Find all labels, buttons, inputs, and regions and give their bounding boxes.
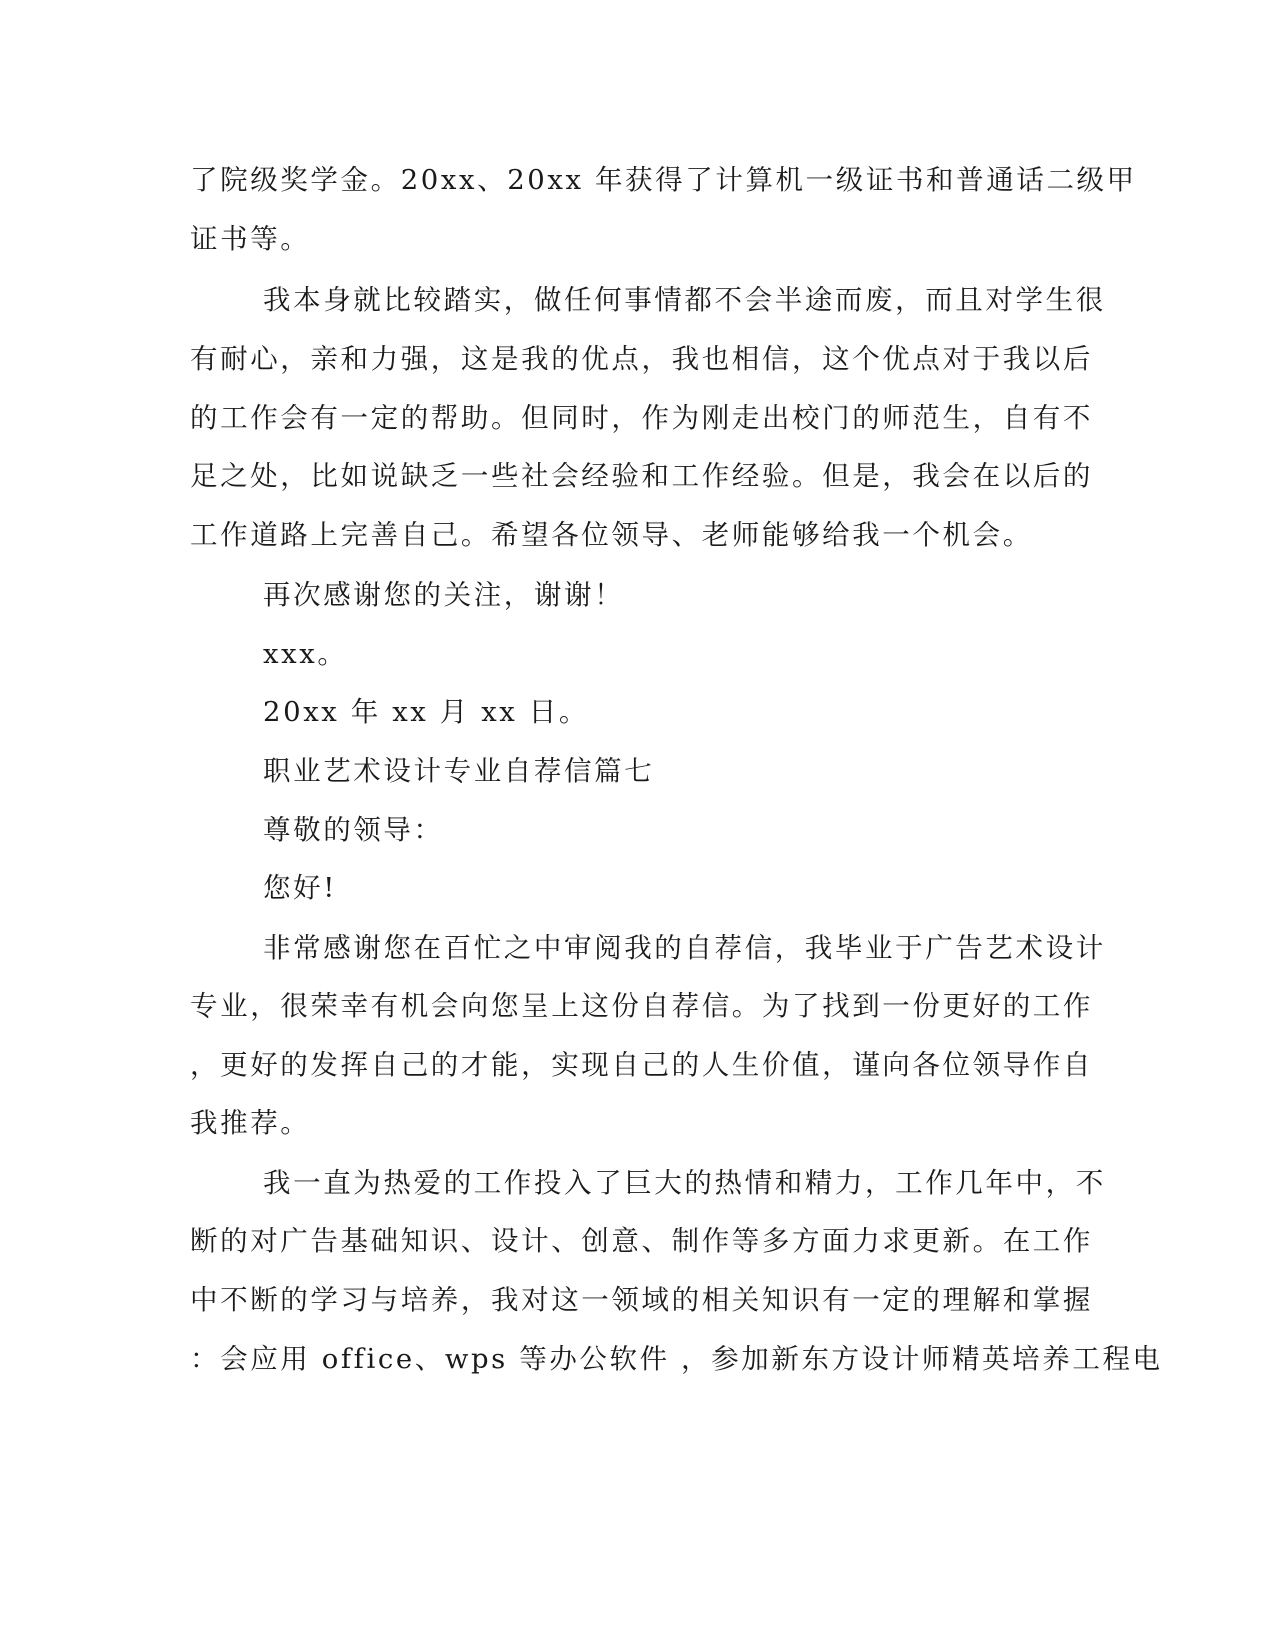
text-line-21: ：会应用 office、wps 等办公软件 ，参加新东方设计师精英培养工程电 <box>190 1343 1163 1375</box>
paragraph-start-line-14: 非常感谢您在百忙之中审阅我的自荐信，我毕业于广告艺术设计 <box>263 932 1106 964</box>
text-line-19: 断的对广告基础知识、设计、创意、制作等多方面力求更新。在工作 <box>190 1225 1093 1257</box>
text-line-20: 中不断的学习与培养，我对这一领域的相关知识有一定的理解和掌握 <box>190 1284 1093 1316</box>
salutation-line: 尊敬的领导： <box>263 814 444 846</box>
greeting-line: 您好! <box>263 872 337 904</box>
section-title: 职业艺术设计专业自荐信篇七 <box>263 755 655 787</box>
signature-line: xxx。 <box>263 638 348 670</box>
text-line-15: 专业，很荣幸有机会向您呈上这份自荐信。为了找到一份更好的工作 <box>190 990 1093 1022</box>
text-line-17: 我推荐。 <box>190 1107 311 1139</box>
text-line-16: ，更好的发挥自己的才能，实现自己的人生价值，谨向各位领导作自 <box>190 1049 1093 1081</box>
text-line-2: 证书等。 <box>190 223 311 255</box>
thanks-line: 再次感谢您的关注，谢谢！ <box>263 579 625 611</box>
text-line-5: 的工作会有一定的帮助。但同时，作为刚走出校门的师范生，自有不 <box>190 402 1093 434</box>
text-line-4: 有耐心，亲和力强，这是我的优点，我也相信，这个优点对于我以后 <box>190 343 1093 375</box>
text-line-6: 足之处，比如说缺乏一些社会经验和工作经验。但是，我会在以后的 <box>190 460 1093 492</box>
paragraph-start-line-3: 我本身就比较踏实，做任何事情都不会半途而废，而且对学生很 <box>263 284 1106 316</box>
text-line-1: 了院级奖学金。20xx、20xx 年获得了计算机一级证书和普通话二级甲 <box>190 164 1137 196</box>
text-line-7: 工作道路上完善自己。希望各位领导、老师能够给我一个机会。 <box>190 519 1033 551</box>
date-line: 20xx 年 xx 月 xx 日。 <box>263 696 589 728</box>
paragraph-start-line-18: 我一直为热爱的工作投入了巨大的热情和精力，工作几年中，不 <box>263 1167 1106 1199</box>
